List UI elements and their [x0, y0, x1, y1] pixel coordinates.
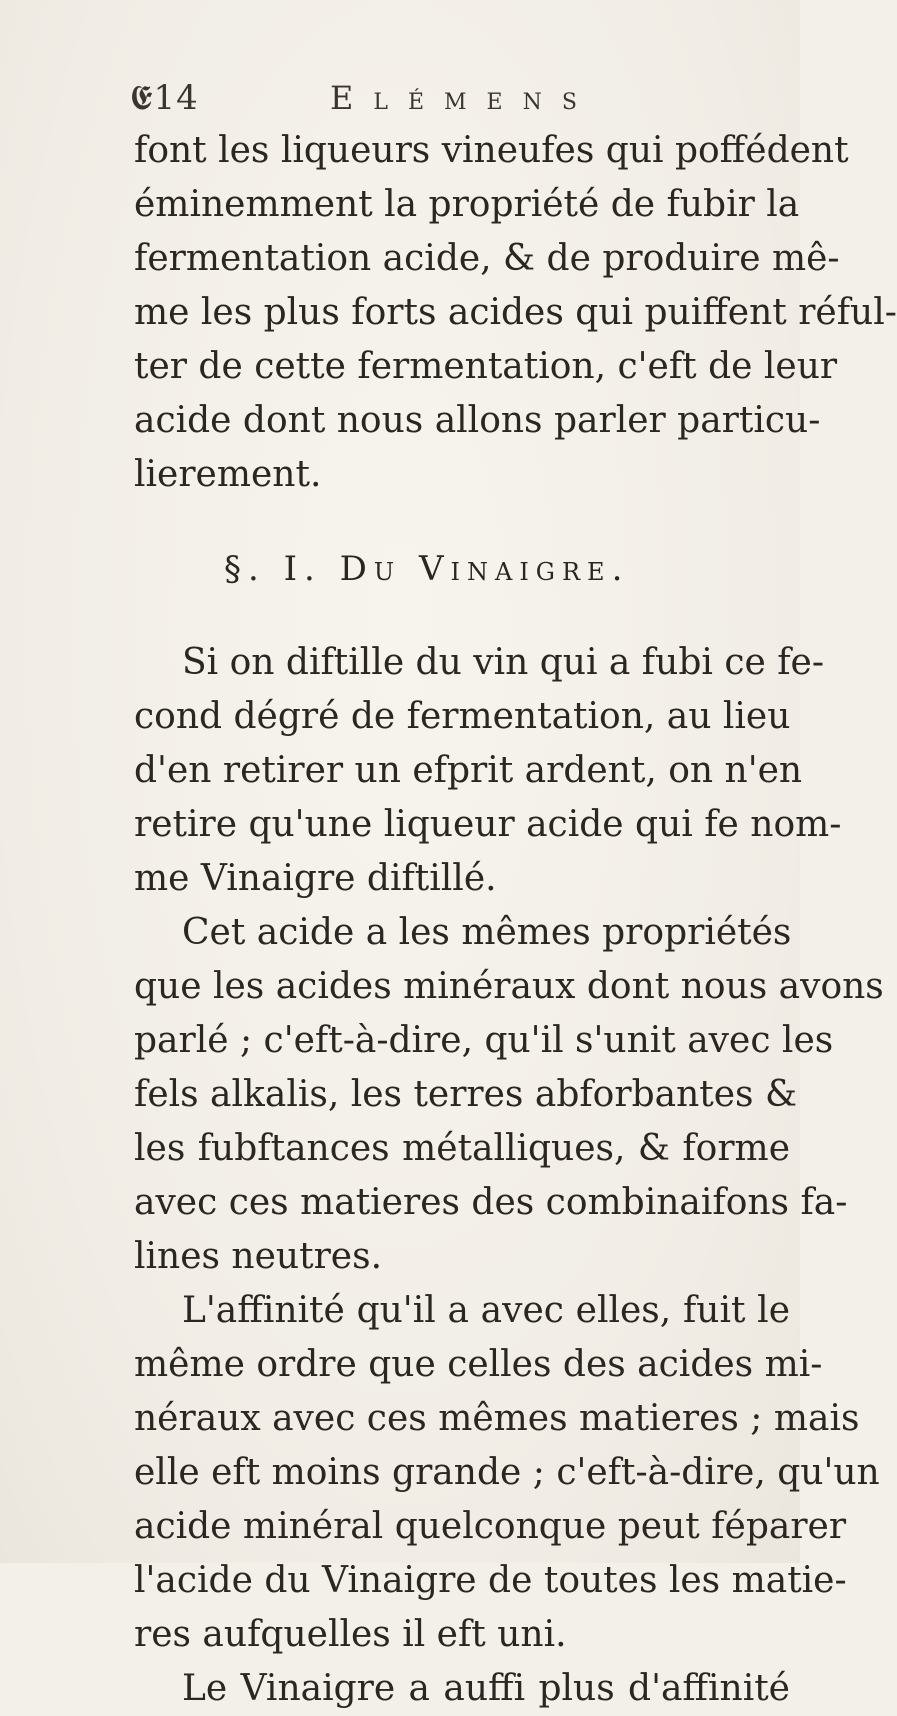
text-line: néraux avec ces mêmes matieres ; mais [134, 1398, 860, 1439]
body-text [134, 124, 897, 1716]
text-line: d'en retirer un efprit ardent, on n'en [134, 750, 803, 791]
text-line: lierement. [134, 454, 322, 495]
text-line: Le Vinaigre a auffi plus d'affinité [182, 1668, 790, 1709]
text-line: l'acide du Vinaigre de toutes les matie- [134, 1560, 847, 1601]
text-line: res aufquelles il eft uni. [134, 1614, 567, 1655]
text-line: me les plus forts acides qui puiffent réful- [134, 292, 897, 333]
text-line: acide minéral quelconque peut féparer [134, 1506, 847, 1547]
text-line: les fubftances métalliques, & forme [134, 1128, 790, 1169]
text-line: fermentation acide, & de produire mê- [134, 238, 840, 279]
text-line: elle eft moins grande ; c'eft-à-dire, qu'un [134, 1452, 880, 1493]
text-line: Si on diftille du vin qui a fubi ce fe- [182, 642, 825, 683]
text-line: retire qu'une liqueur acide qui fe nom- [134, 804, 842, 845]
page-number: 𝕰14 [130, 78, 199, 118]
text-line: fels alkalis, les terres abforbantes & [134, 1074, 797, 1115]
paragraph [134, 636, 842, 906]
text-line: lines neutres. [134, 1236, 383, 1277]
paragraph [134, 1662, 790, 1716]
section-heading: §. I. Du Vinaigre. [224, 549, 630, 589]
running-title: Elémens [330, 79, 597, 117]
text-line: que les acides minéraux dont nous avons [134, 966, 884, 1007]
text-line: acide dont nous allons parler particu- [134, 400, 821, 441]
text-line: même ordre que celles des acides mi- [134, 1344, 823, 1385]
paragraph [134, 906, 884, 1284]
text-line: parlé ; c'eft-à-dire, qu'il s'unit avec les [134, 1020, 834, 1061]
text-line: Cet acide a les mêmes propriétés [182, 912, 792, 953]
paragraph [134, 124, 897, 502]
text-line: font les liqueurs vineufes qui poffédent [134, 130, 849, 171]
text-line: éminemment la propriété de fubir la [134, 184, 800, 225]
text-line: avec ces matieres des combinaifons fa- [134, 1182, 848, 1223]
text-line: L'affinité qu'il a avec elles, fuit le [182, 1290, 790, 1331]
text-line: me Vinaigre diftillé. [134, 858, 497, 899]
paragraph [134, 1284, 880, 1662]
text-line: ter de cette fermentation, c'eft de leur [134, 346, 838, 387]
text-line: cond dégré de fermentation, au lieu [134, 696, 791, 737]
page-header [130, 78, 670, 118]
